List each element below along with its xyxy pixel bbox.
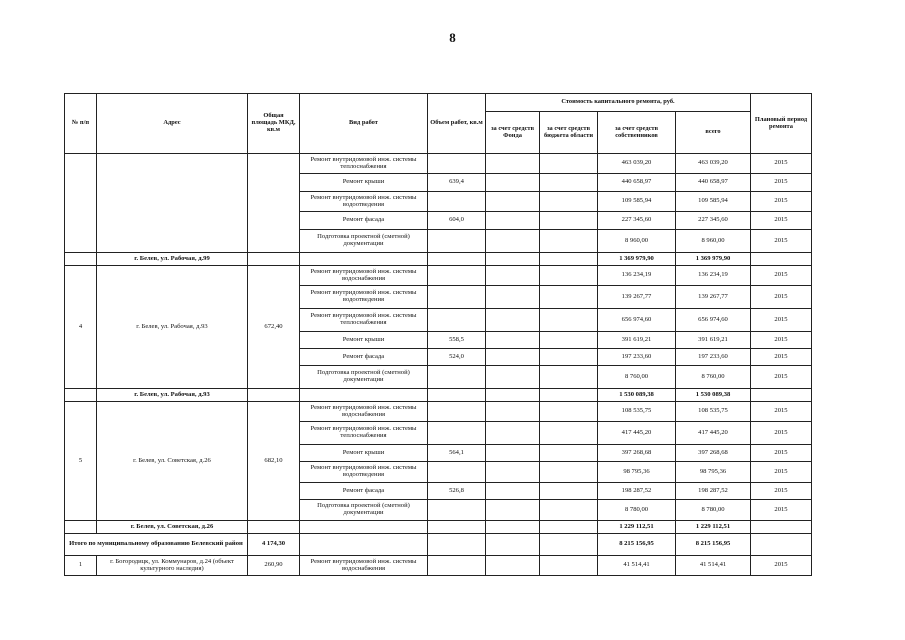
repair-period: 2015: [751, 286, 812, 309]
subtotal-volume: [428, 253, 486, 266]
cost-budget: [540, 212, 598, 230]
header-budget: за счет средств бюджета области: [540, 112, 598, 154]
cost-fund: [486, 366, 540, 389]
total-owners: 8 215 156,95: [598, 534, 676, 556]
total-budget: [540, 534, 598, 556]
work-type: Ремонт фасада: [300, 349, 428, 366]
work-volume: [428, 266, 486, 286]
repair-period: 2015: [751, 500, 812, 521]
repair-period: 2015: [751, 483, 812, 500]
cost-total: 463 039,20: [676, 154, 751, 174]
total-volume: [428, 534, 486, 556]
subtotal-total: 1 530 089,38: [676, 389, 751, 402]
work-type: Подготовка проектной (сметной) документации: [300, 366, 428, 389]
work-volume: 558,5: [428, 332, 486, 349]
row-no: 4: [65, 266, 97, 389]
cost-total: 8 760,00: [676, 366, 751, 389]
subtotal-no: [65, 389, 97, 402]
subtotal-budget: [540, 253, 598, 266]
cost-total: 656 974,60: [676, 309, 751, 332]
cost-total: 397 268,68: [676, 445, 751, 462]
repair-period: 2015: [751, 309, 812, 332]
header-total: всего: [676, 112, 751, 154]
cost-total: 109 585,94: [676, 192, 751, 212]
subtotal-owners: 1 530 089,38: [598, 389, 676, 402]
row-no: 1: [65, 556, 97, 576]
cost-fund: [486, 445, 540, 462]
work-volume: [428, 500, 486, 521]
repair-period: 2015: [751, 402, 812, 422]
subtotal-area: [248, 521, 300, 534]
cost-total: 108 535,75: [676, 402, 751, 422]
total-fund: [486, 534, 540, 556]
subtotal-label: г. Белев, ул. Рабочая, д.93: [97, 389, 248, 402]
repair-period: 2015: [751, 556, 812, 576]
work-type: Подготовка проектной (сметной) документации: [300, 500, 428, 521]
row-area: 682,10: [248, 402, 300, 521]
total-label: Итого по муниципальному образованию Белевский район: [65, 534, 248, 556]
cost-fund: [486, 349, 540, 366]
work-type: Подготовка проектной (сметной) документации: [300, 230, 428, 253]
cost-total: 8 780,00: [676, 500, 751, 521]
cost-total: 8 960,00: [676, 230, 751, 253]
table-row: [65, 402, 812, 422]
subtotal-fund: [486, 389, 540, 402]
subtotal-area: [248, 253, 300, 266]
work-volume: [428, 309, 486, 332]
row-area-empty: [248, 154, 300, 253]
table-row: [65, 154, 812, 174]
cost-total: 440 658,97: [676, 174, 751, 192]
row-area: 672,40: [248, 266, 300, 389]
subtotal-label: г. Белев, ул. Советская, д.26: [97, 521, 248, 534]
cost-budget: [540, 483, 598, 500]
capital-repair-table: [64, 93, 812, 576]
header-period: Плановый период ремонта: [751, 94, 812, 154]
subtotal-owners: 1 229 112,51: [598, 521, 676, 534]
cost-fund: [486, 500, 540, 521]
subtotal-volume: [428, 389, 486, 402]
cost-fund: [486, 286, 540, 309]
work-type: Ремонт внутридомовой инж. системы теплоснабжения: [300, 309, 428, 332]
work-type: Ремонт крыши: [300, 445, 428, 462]
cost-fund: [486, 192, 540, 212]
cost-budget: [540, 286, 598, 309]
row-address: г. Белев, ул. Рабочая, д.93: [97, 266, 248, 389]
work-type: Ремонт крыши: [300, 174, 428, 192]
cost-fund: [486, 556, 540, 576]
row-address-empty: [97, 154, 248, 253]
subtotal-fund: [486, 521, 540, 534]
work-type: Ремонт внутридомовой инж. системы водоснабжения: [300, 266, 428, 286]
work-volume: [428, 422, 486, 445]
subtotal-period: [751, 521, 812, 534]
cost-total: 227 345,60: [676, 212, 751, 230]
cost-owners: 397 268,68: [598, 445, 676, 462]
subtotal-total: 1 229 112,51: [676, 521, 751, 534]
cost-owners: 8 760,00: [598, 366, 676, 389]
cost-fund: [486, 266, 540, 286]
cost-budget: [540, 230, 598, 253]
work-volume: [428, 556, 486, 576]
cost-owners: 109 585,94: [598, 192, 676, 212]
subtotal-total: 1 369 979,90: [676, 253, 751, 266]
cost-fund: [486, 174, 540, 192]
work-volume: [428, 402, 486, 422]
row-address: г. Богородицк, ул. Коммунаров, д.24 (объект культурного наследия): [97, 556, 248, 576]
total-work: [300, 534, 428, 556]
cost-fund: [486, 462, 540, 483]
cost-fund: [486, 422, 540, 445]
cost-budget: [540, 500, 598, 521]
work-volume: [428, 366, 486, 389]
subtotal-period: [751, 253, 812, 266]
total-area: 4 174,30: [248, 534, 300, 556]
page-number: 8: [449, 30, 456, 45]
subtotal-work: [300, 389, 428, 402]
row-no: 5: [65, 402, 97, 521]
cost-fund: [486, 309, 540, 332]
subtotal-row: [65, 521, 812, 534]
cost-owners: 391 619,21: [598, 332, 676, 349]
total-row: [65, 534, 812, 556]
cost-fund: [486, 154, 540, 174]
cost-total: 198 287,52: [676, 483, 751, 500]
cost-owners: 656 974,60: [598, 309, 676, 332]
cost-total: 41 514,41: [676, 556, 751, 576]
repair-period: 2015: [751, 230, 812, 253]
cost-total: 417 445,20: [676, 422, 751, 445]
cost-total: 391 619,21: [676, 332, 751, 349]
repair-period: 2015: [751, 174, 812, 192]
subtotal-budget: [540, 389, 598, 402]
work-type: Ремонт внутридомовой инж. системы теплоснабжения: [300, 154, 428, 174]
cost-budget: [540, 445, 598, 462]
subtotal-work: [300, 521, 428, 534]
work-type: Ремонт внутридомовой инж. системы водоснабжения: [300, 556, 428, 576]
header-address: Адрес: [97, 94, 248, 154]
total-total: 8 215 156,95: [676, 534, 751, 556]
cost-total: 98 795,36: [676, 462, 751, 483]
repair-period: 2015: [751, 192, 812, 212]
repair-period: 2015: [751, 154, 812, 174]
header-owners: за счет средств собственников: [598, 112, 676, 154]
header-area: Общая площадь МКД, кв.м: [248, 94, 300, 154]
cost-budget: [540, 192, 598, 212]
work-type: Ремонт внутридомовой инж. системы водоснабжения: [300, 402, 428, 422]
header-fund: за счет средств Фонда: [486, 112, 540, 154]
work-volume: [428, 230, 486, 253]
work-type: Ремонт фасада: [300, 212, 428, 230]
cost-owners: 136 234,19: [598, 266, 676, 286]
subtotal-label: г. Белев, ул. Рабочая, д.99: [97, 253, 248, 266]
work-volume: 604,0: [428, 212, 486, 230]
cost-owners: 98 795,36: [598, 462, 676, 483]
cost-owners: 417 445,20: [598, 422, 676, 445]
table-row: [65, 266, 812, 286]
subtotal-work: [300, 253, 428, 266]
header-work: Вид работ: [300, 94, 428, 154]
subtotal-row: [65, 253, 812, 266]
work-volume: 639,4: [428, 174, 486, 192]
subtotal-volume: [428, 521, 486, 534]
cost-budget: [540, 309, 598, 332]
cost-budget: [540, 174, 598, 192]
row-no-empty: [65, 154, 97, 253]
work-volume: 526,8: [428, 483, 486, 500]
subtotal-no: [65, 253, 97, 266]
subtotal-no: [65, 521, 97, 534]
work-volume: 564,1: [428, 445, 486, 462]
cost-owners: 139 267,77: [598, 286, 676, 309]
work-volume: [428, 192, 486, 212]
cost-fund: [486, 402, 540, 422]
header-cost-group: Стоимость капитального ремонта, руб.: [486, 94, 751, 112]
cost-fund: [486, 230, 540, 253]
repair-period: 2015: [751, 366, 812, 389]
row-area: 260,90: [248, 556, 300, 576]
work-type: Ремонт внутридомовой инж. системы водоотведения: [300, 192, 428, 212]
work-volume: [428, 462, 486, 483]
header-no: № п/п: [65, 94, 97, 154]
repair-period: 2015: [751, 349, 812, 366]
cost-fund: [486, 212, 540, 230]
work-volume: [428, 286, 486, 309]
cost-owners: 108 535,75: [598, 402, 676, 422]
cost-budget: [540, 154, 598, 174]
table-row: [65, 556, 812, 576]
subtotal-fund: [486, 253, 540, 266]
cost-fund: [486, 332, 540, 349]
cost-budget: [540, 462, 598, 483]
repair-period: 2015: [751, 266, 812, 286]
cost-owners: 41 514,41: [598, 556, 676, 576]
cost-owners: 198 287,52: [598, 483, 676, 500]
repair-period: 2015: [751, 462, 812, 483]
cost-owners: 197 233,60: [598, 349, 676, 366]
header-volume: Объем работ, кв.м: [428, 94, 486, 154]
subtotal-budget: [540, 521, 598, 534]
row-address: г. Белев, ул. Советская, д.26: [97, 402, 248, 521]
work-volume: 524,0: [428, 349, 486, 366]
work-volume: [428, 154, 486, 174]
cost-budget: [540, 556, 598, 576]
cost-budget: [540, 332, 598, 349]
repair-period: 2015: [751, 422, 812, 445]
subtotal-area: [248, 389, 300, 402]
cost-total: 136 234,19: [676, 266, 751, 286]
cost-owners: 8 960,00: [598, 230, 676, 253]
repair-period: 2015: [751, 212, 812, 230]
cost-total: 139 267,77: [676, 286, 751, 309]
cost-owners: 227 345,60: [598, 212, 676, 230]
repair-period: 2015: [751, 332, 812, 349]
cost-owners: 463 039,20: [598, 154, 676, 174]
cost-owners: 8 780,00: [598, 500, 676, 521]
total-period: [751, 534, 812, 556]
cost-budget: [540, 266, 598, 286]
subtotal-period: [751, 389, 812, 402]
subtotal-owners: 1 369 979,90: [598, 253, 676, 266]
cost-budget: [540, 366, 598, 389]
cost-budget: [540, 349, 598, 366]
repair-period: 2015: [751, 445, 812, 462]
work-type: Ремонт фасада: [300, 483, 428, 500]
cost-fund: [486, 483, 540, 500]
table-header-row: [65, 94, 812, 112]
work-type: Ремонт внутридомовой инж. системы теплоснабжения: [300, 422, 428, 445]
work-type: Ремонт внутридомовой инж. системы водоотведения: [300, 462, 428, 483]
work-type: Ремонт крыши: [300, 332, 428, 349]
cost-budget: [540, 402, 598, 422]
work-type: Ремонт внутридомовой инж. системы водоотведения: [300, 286, 428, 309]
cost-total: 197 233,60: [676, 349, 751, 366]
cost-owners: 440 658,97: [598, 174, 676, 192]
cost-budget: [540, 422, 598, 445]
subtotal-row: [65, 389, 812, 402]
